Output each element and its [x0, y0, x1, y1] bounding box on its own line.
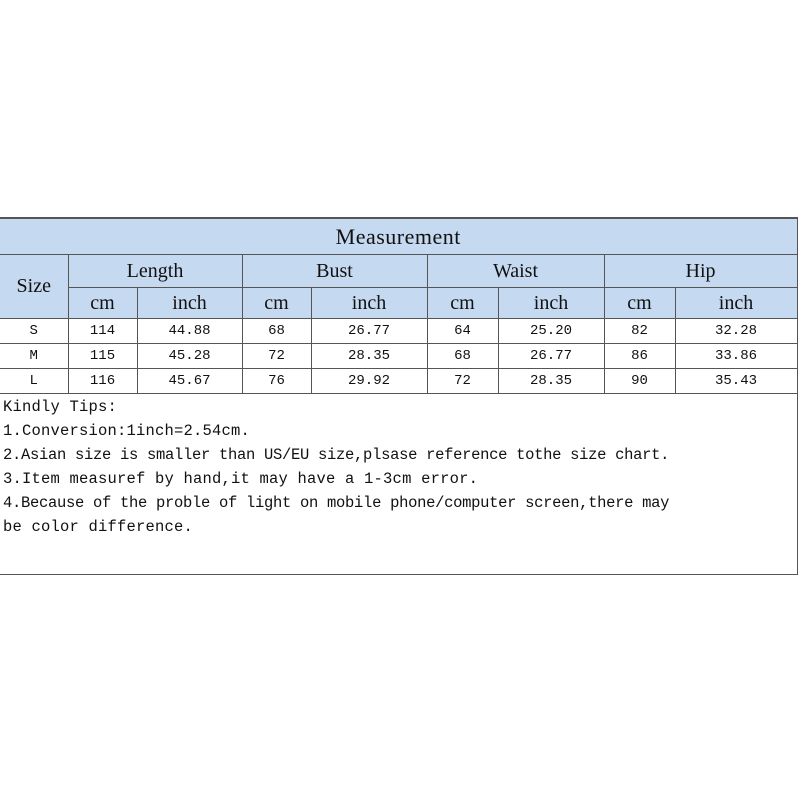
unit-header: cm [427, 288, 498, 319]
table-cell: 76 [242, 369, 311, 394]
table-row [0, 344, 797, 369]
table-cell: 35.43 [675, 369, 797, 394]
kindly-tips-section [0, 394, 797, 574]
table-row [0, 319, 797, 344]
table-cell: 82 [604, 319, 675, 344]
tip-line: 2.Asian size is smaller than US/EU size,plsase reference tothe size chart. [3, 446, 670, 464]
table-cell: 28.35 [498, 369, 604, 394]
table-cell: 115 [68, 344, 137, 369]
group-header-length: Length [68, 255, 242, 288]
size-chart-sheet [0, 217, 798, 575]
group-header-waist: Waist [427, 255, 604, 288]
unit-header: cm [242, 288, 311, 319]
table-cell: 72 [242, 344, 311, 369]
table-row [0, 369, 797, 394]
table-cell: 26.77 [311, 319, 427, 344]
table-cell: 86 [604, 344, 675, 369]
tips-heading: Kindly Tips: [3, 398, 118, 416]
table-cell: 29.92 [311, 369, 427, 394]
size-label-cell: S [0, 319, 68, 344]
size-table [0, 218, 798, 394]
tip-line: 1.Conversion:1inch=2.54cm. [3, 422, 251, 440]
unit-header: inch [137, 288, 242, 319]
table-cell: 45.67 [137, 369, 242, 394]
unit-header: cm [604, 288, 675, 319]
table-cell: 45.28 [137, 344, 242, 369]
table-cell: 25.20 [498, 319, 604, 344]
tip-line: 4.Because of the proble of light on mobile phone/computer screen,there may [3, 494, 670, 512]
table-cell: 33.86 [675, 344, 797, 369]
tip-line: be color difference. [3, 518, 194, 536]
table-cell: 44.88 [137, 319, 242, 344]
table-cell: 90 [604, 369, 675, 394]
table-cell: 68 [242, 319, 311, 344]
table-cell: 26.77 [498, 344, 604, 369]
table-cell: 32.28 [675, 319, 797, 344]
table-cell: 116 [68, 369, 137, 394]
unit-header: inch [311, 288, 427, 319]
unit-header: inch [498, 288, 604, 319]
table-title: Measurement [0, 219, 797, 255]
unit-header: inch [675, 288, 797, 319]
table-cell: 68 [427, 344, 498, 369]
unit-header: cm [68, 288, 137, 319]
group-header-bust: Bust [242, 255, 427, 288]
size-label-cell: L [0, 369, 68, 394]
table-cell: 64 [427, 319, 498, 344]
group-header-hip: Hip [604, 255, 797, 288]
table-cell: 28.35 [311, 344, 427, 369]
size-column-header: Size [0, 255, 68, 319]
tip-line: 3.Item measuref by hand,it may have a 1-3cm error. [3, 470, 479, 488]
size-label-cell: M [0, 344, 68, 369]
table-cell: 72 [427, 369, 498, 394]
table-cell: 114 [68, 319, 137, 344]
